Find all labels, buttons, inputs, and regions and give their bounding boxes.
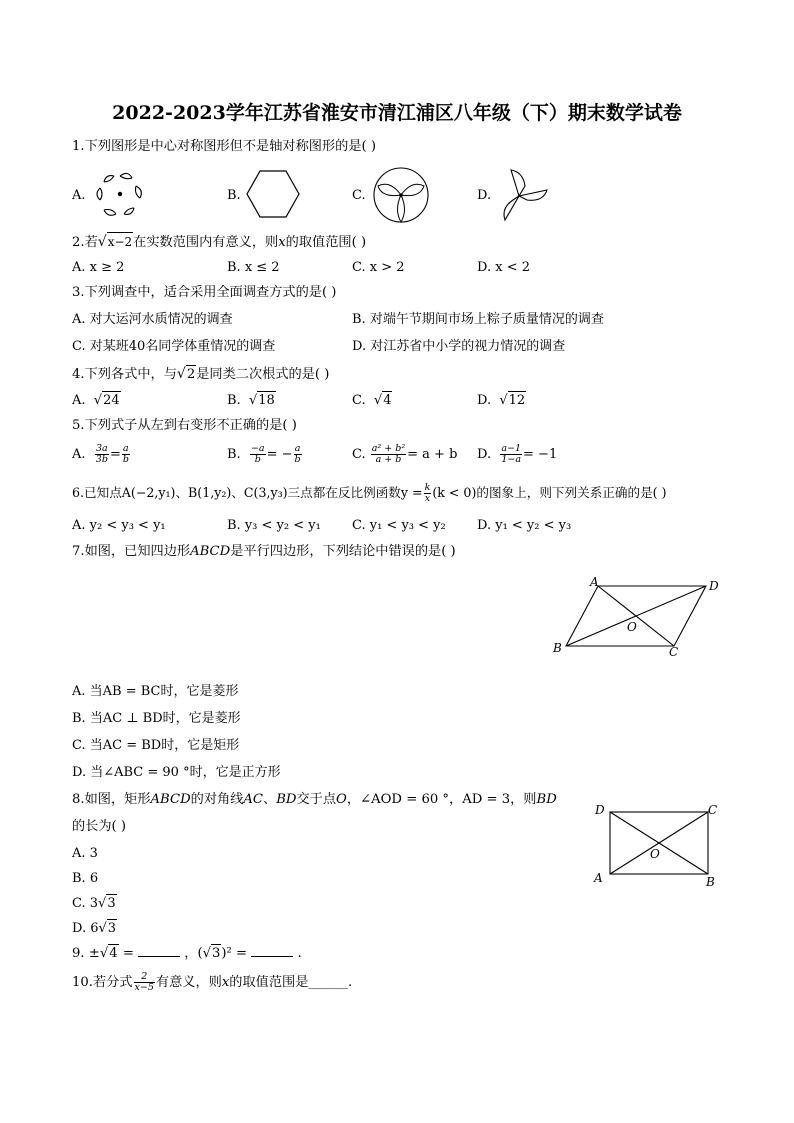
q9-prefix: 9. ± <box>72 946 100 961</box>
q10-prefix: 10.若分式 <box>72 975 133 990</box>
q6-prefix: 6.已知点A(−2,y₁)、B(1,y₂)、C(3,y₃)三点都在反比例函数y = <box>72 485 423 500</box>
q2-variable: x <box>278 235 286 250</box>
q8-option-c-label: C. 3 <box>72 896 99 911</box>
q8-text-3: ，∠AOD = 60 °，AD = 3，则 <box>346 792 537 807</box>
q4-prefix: 4.下列各式中，与 <box>72 367 177 382</box>
q8-ac: AC <box>243 792 264 807</box>
q2-text-end: 的取值范围( ) <box>285 235 367 250</box>
q8-prefix: 8.如图，矩形 <box>72 792 151 807</box>
q4-option-d: D. √12 <box>477 393 526 408</box>
q5-option-a <box>72 444 131 465</box>
q4-option-d-label: D. <box>477 393 492 408</box>
q8-label-o: O <box>650 847 660 861</box>
q4-radicand: 2 <box>186 367 196 382</box>
question-8-stem <box>72 791 557 809</box>
q5-a-fraction-2: $\frac{a}{b}$ <box>122 443 129 465</box>
question-8-stem-line2: 的长为( ) <box>72 819 127 834</box>
q4-option-b-radicand: 18 <box>258 393 275 408</box>
q4-option-d-radicand: 12 <box>508 393 526 408</box>
q2-option-c: C. x > 2 <box>352 260 405 275</box>
q8-option-c: C. 3√3 <box>72 896 116 911</box>
q3-option-b: B. 对端午节期间市场上粽子质量情况的调查 <box>352 312 604 327</box>
q5-a-fraction-1: $\frac{3a}{3b}$ <box>95 443 108 465</box>
q5-c-fraction: $\frac{\text{a² + b²}}{a + b}$ <box>371 443 406 465</box>
q2-radicand: x−2 <box>107 232 133 251</box>
q10-text-1: 有意义，则 <box>155 975 222 990</box>
q9-radicand-1: 4 <box>109 946 118 961</box>
q6-option-b: B. y₃ < y₂ < y₁ <box>227 518 321 533</box>
q7-label-o: O <box>627 620 637 634</box>
q4-option-b: B. √18 <box>227 393 275 408</box>
q4-option-b-label: B. <box>227 393 241 408</box>
q7-shape-name: ABCD <box>190 544 231 559</box>
q8-label-c: C <box>708 803 718 817</box>
page-title: 2022-2023学年江苏省淮安市清江浦区八年级（下）期末数学试卷 <box>112 102 682 124</box>
q7-label-b: B <box>553 641 562 655</box>
q5-b-fraction-1: $\frac{-a}{b}$ <box>250 443 265 465</box>
q8-option-c-radicand: 3 <box>107 896 116 911</box>
q6-option-c: C. y₁ < y₃ < y₂ <box>352 518 446 533</box>
q4-option-c: C. √4 <box>352 393 392 408</box>
q9-blank-1[interactable] <box>138 944 180 957</box>
q10-fraction: $\frac{2}{x-5}$ <box>134 971 154 993</box>
q8-option-d-label: D. 6 <box>72 921 99 936</box>
question-4-stem: 4.下列各式中，与√2是同类二次根式的是( ) <box>72 366 330 382</box>
q4-text-end: 是同类二次根式的是( ) <box>196 367 330 382</box>
question-7-stem <box>72 543 456 561</box>
q7-option-a: A. 当AB = BC时，它是菱形 <box>72 684 239 699</box>
q1-figure-c-circle-petals <box>372 166 430 224</box>
q8-sep: 、 <box>263 792 277 807</box>
q5-option-b-label: B. <box>227 447 241 462</box>
q2-option-b: B. x ≤ 2 <box>227 260 280 275</box>
q3-option-a: A. 对大运河水质情况的调查 <box>72 312 233 327</box>
q5-b-equals: = − <box>266 447 293 462</box>
q4-option-c-radicand: 4 <box>383 393 392 408</box>
q7-text-end: 是平行四边形，下列结论中错误的是( ) <box>230 544 456 559</box>
q7-prefix: 7.如图，已知四边形 <box>72 544 191 559</box>
q8-text-2: 交于点 <box>296 792 337 807</box>
q5-option-b <box>227 444 303 465</box>
q5-option-a-label: A. <box>72 447 86 462</box>
q2-option-a: A. x ≥ 2 <box>72 260 125 275</box>
q6-option-a: A. y₂ < y₃ < y₁ <box>72 518 166 533</box>
q1-option-d-label: D. <box>477 188 492 203</box>
q7-option-b: B. 当AC ⊥ BD时，它是菱形 <box>72 711 241 726</box>
q5-c-rhs: = a + b <box>407 447 458 462</box>
q9-radicand-2: 3 <box>212 946 221 961</box>
q9-equals-1: = <box>118 946 139 961</box>
q5-option-c-label: C. <box>352 447 366 462</box>
q2-option-d: D. x < 2 <box>477 260 530 275</box>
q5-d-rhs: = −1 <box>523 447 558 462</box>
q7-label-a: A <box>590 575 599 589</box>
q1-option-c-label: C. <box>352 188 366 203</box>
q8-point-o: O <box>336 792 347 807</box>
q8-label-d: D <box>595 803 605 817</box>
question-9-stem: 9. ±√4 = ，(√3)² = . <box>72 946 302 961</box>
q8-label-b: B <box>706 875 715 889</box>
q6-fraction: $\frac{k}{x}$ <box>424 482 431 504</box>
q8-option-a: A. 3 <box>72 846 98 861</box>
question-10-stem <box>72 972 352 993</box>
q8-bd: BD <box>276 792 297 807</box>
q8-rectangle-figure <box>590 800 720 892</box>
q5-a-equals: = <box>109 447 121 462</box>
q10-variable: x <box>221 975 230 990</box>
q8-label-a: A <box>594 871 603 885</box>
q5-option-c <box>352 444 457 465</box>
question-6-stem <box>72 483 667 504</box>
q5-b-fraction-2: $\frac{a}{b}$ <box>294 443 301 465</box>
q8-text-1: 的对角线 <box>190 792 244 807</box>
q8-option-b: B. 6 <box>72 871 99 886</box>
q1-figure-b-hexagon <box>245 169 301 219</box>
q5-d-fraction: $\frac{a-1}{1-a}$ <box>501 443 522 465</box>
q1-figure-a-pinwheel <box>92 168 148 220</box>
q6-option-d: D. y₁ < y₂ < y₃ <box>477 518 572 533</box>
q7-option-c: C. 当AC = BD时，它是矩形 <box>72 738 240 753</box>
q8-shape-name: ABCD <box>150 792 191 807</box>
q3-option-d: D. 对江苏省中小学的视力情况的调查 <box>352 339 566 354</box>
q4-option-a-label: A. <box>72 393 86 408</box>
q2-text: 在实数范围内有意义，则 <box>133 235 279 250</box>
q9-end: . <box>293 946 302 961</box>
question-3-stem: 3.下列调查中，适合采用全面调查方式的是( ) <box>72 285 337 300</box>
q5-option-d-label: D. <box>477 447 492 462</box>
q7-label-c: C <box>669 645 679 658</box>
q4-option-a: A. √24 <box>72 393 120 408</box>
question-5-stem: 5.下列式子从左到右变形不正确的是( ) <box>72 418 297 433</box>
q3-option-c: C. 对某班40名同学体重情况的调查 <box>72 339 276 354</box>
q10-text-end: 的取值范围是______. <box>229 975 353 990</box>
q6-text-end: (k < 0)的图象上，则下列关系正确的是( ) <box>432 485 667 500</box>
q7-label-d: D <box>709 579 719 593</box>
q8-option-d-radicand: 3 <box>107 921 117 936</box>
q1-option-b-label: B. <box>227 188 241 203</box>
q5-option-d <box>477 444 557 465</box>
q8-option-d: D. 6√3 <box>72 921 117 936</box>
q9-equals-2: )² = <box>221 946 252 961</box>
q1-option-a-label: A. <box>72 188 86 203</box>
q9-sep: ，( <box>180 946 203 961</box>
question-2-stem: 2.若√x−2在实数范围内有意义，则x的取值范围( ) <box>72 234 367 250</box>
q7-parallelogram-figure <box>548 572 726 658</box>
q4-option-c-label: C. <box>352 393 366 408</box>
q1-figure-d-three-blades <box>497 166 549 224</box>
q8-bd-2: BD <box>536 792 557 807</box>
q4-option-a-radicand: 24 <box>103 393 120 408</box>
q9-blank-2[interactable] <box>251 944 293 957</box>
q7-option-d: D. 当∠ABC = 90 °时，它是正方形 <box>72 765 281 780</box>
q2-prefix: 2.若 <box>72 235 98 250</box>
question-1-stem: 1.下列图形是中心对称图形但不是轴对称图形的是( ) <box>72 139 376 154</box>
